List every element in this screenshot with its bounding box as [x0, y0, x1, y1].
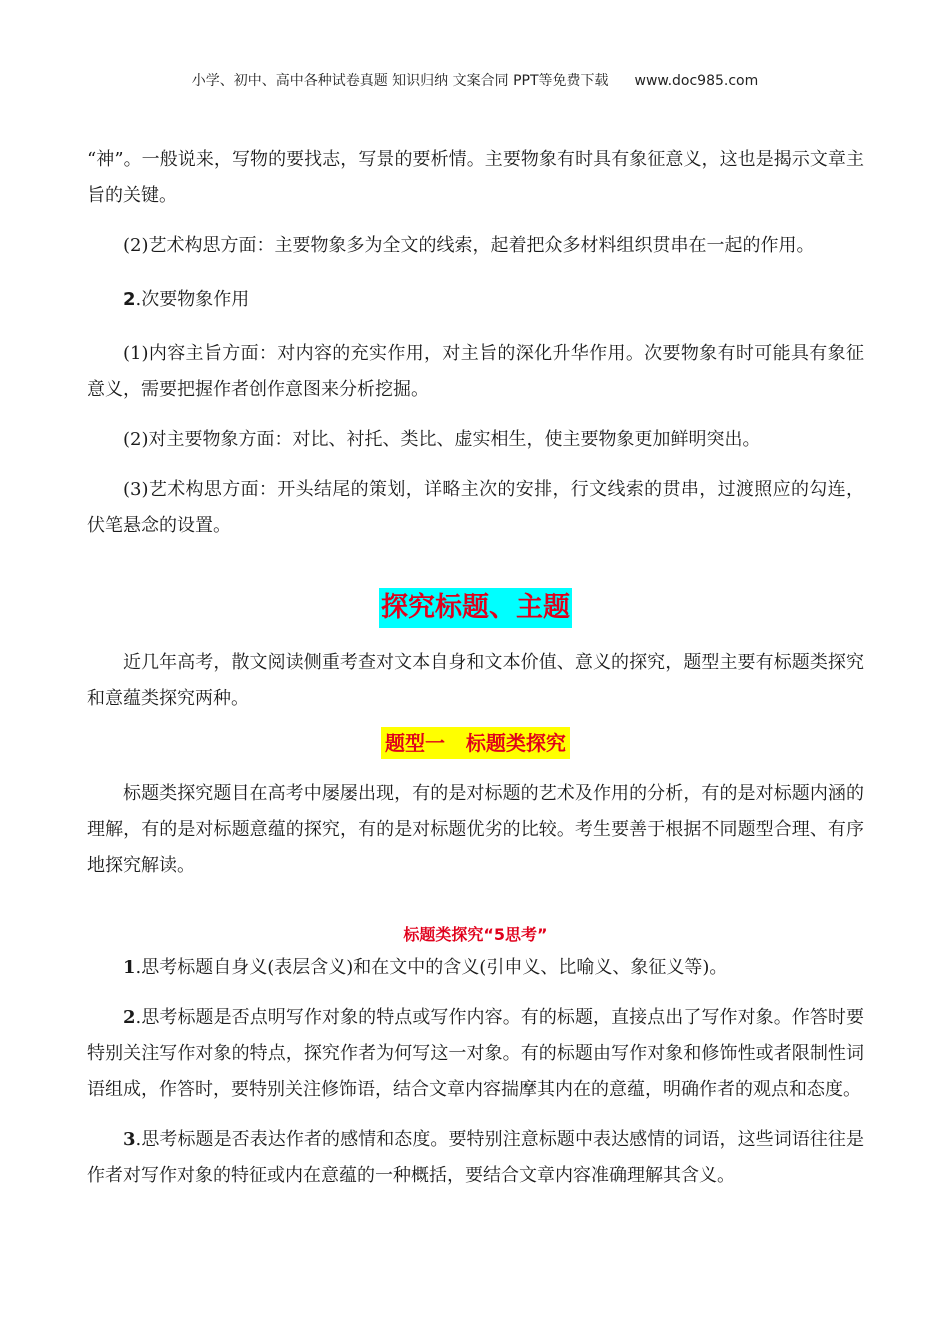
item-text: .思考标题是否表达作者的感情和态度。要特别注意标题中表达感情的词语，这些词语往往是作者对写作对象的特征或内在意蕴的一种概括，要结合文章内容准确理解其含义。 [87, 1129, 864, 1186]
paragraph-content-theme: (1)内容主旨方面：对内容的充实作用，对主旨的深化升华作用。次要物象有时可能具有象征意义，需要把握作者创作意图来分析挖掘。 [87, 343, 864, 400]
main-title [87, 588, 864, 631]
paragraph-continued: “神”。一般说来，写物的要找志，写景的要析情。主要物象有时具有象征意义，这也是揭示文章主旨的关键。 [87, 149, 864, 206]
sub-title-text: 题型一 标题类探究 [381, 727, 570, 759]
item-number: 1 [123, 957, 136, 978]
section-heading-secondary-imagery [87, 282, 864, 318]
item-number: 2 [123, 1007, 136, 1028]
paragraph-title-inquiry: 标题类探究题目在高考中屡屡出现，有的是对标题的艺术及作用的分析，有的是对标题内涵的理解，有的是对标题意蕴的探究，有的是对标题优劣的比较。考生要善于根据不同题型合理、有序地探究解读。 [87, 783, 864, 876]
section-heading-text: .次要物象作用 [135, 289, 250, 310]
item-number: 3 [123, 1129, 136, 1150]
list-item [87, 1000, 864, 1108]
list-item [87, 950, 864, 986]
paragraph-artistic-design: (3)艺术构思方面：开头结尾的策划，详略主次的安排，行文线索的贯串，过渡照应的勾连，伏笔悬念的设置。 [87, 479, 864, 536]
item-text: .思考标题自身义(表层含义)和在文中的含义(引申义、比喻义、象征义等)。 [135, 957, 728, 978]
page-header [0, 70, 950, 90]
header-text: 小学、初中、高中各种试卷真题 知识归纳 文案合同 PPT等免费下载 [191, 73, 609, 89]
paragraph-artistic-conception: (2)艺术构思方面：主要物象多为全文的线索，起着把众多材料组织贯串在一起的作用。 [123, 235, 815, 256]
section-number: 2 [123, 289, 136, 310]
main-title-text: 探究标题、主题 [379, 588, 572, 628]
sub-title [87, 727, 864, 762]
paragraph-intro: 近几年高考，散文阅读侧重考查对文本自身和文本价值、意义的探究，题型主要有标题类探究和意蕴类探究两种。 [87, 652, 864, 709]
item-text: .思考标题是否点明写作对象的特点或写作内容。有的标题，直接点出了写作对象。作答时要特别关注写作对象的特点，探究作者为何写这一对象。有的标题由写作对象和修饰性或者限制性词语组成，作答时，要特别关注修饰语，结合文章内容揣摩其内在的意蕴，明确作者的观点和态度。 [87, 1007, 864, 1100]
paragraph-main-imagery: (2)对主要物象方面：对比、衬托、类比、虚实相生，使主要物象更加鲜明突出。 [123, 429, 761, 450]
red-heading: 标题类探究“5思考” [403, 925, 548, 944]
document-body [87, 142, 864, 1194]
header-url[interactable]: www.doc985.com [634, 73, 759, 89]
list-item [87, 1122, 864, 1194]
